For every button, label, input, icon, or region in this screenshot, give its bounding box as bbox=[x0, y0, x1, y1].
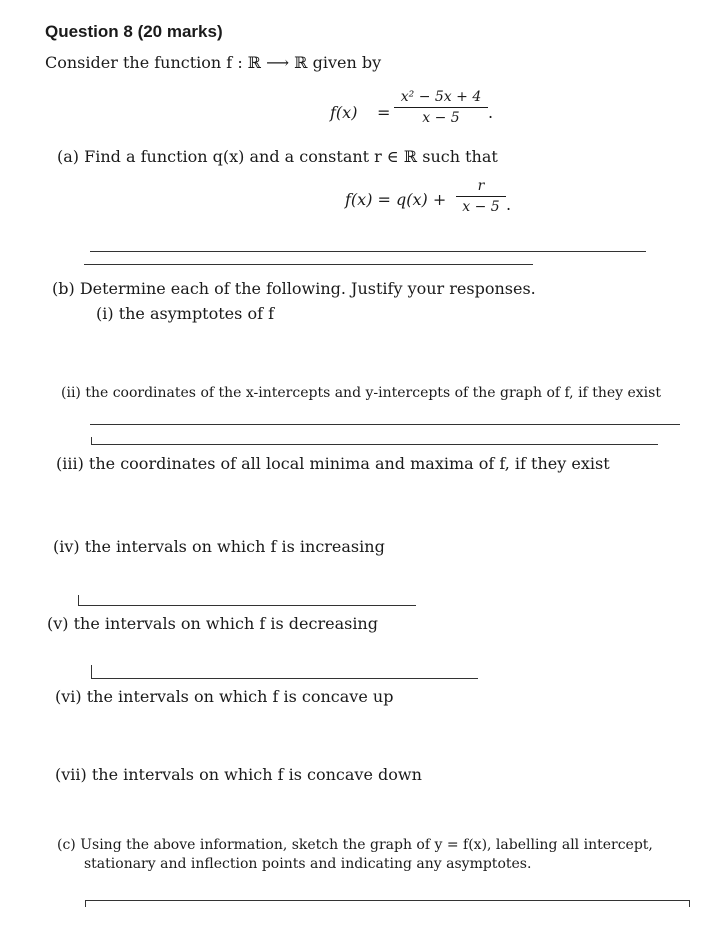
part-b-item-iv: (iv) the intervals on which f is increasing bbox=[53, 537, 385, 556]
answer-line bbox=[91, 444, 658, 445]
part-a-numerator: r bbox=[477, 178, 485, 194]
part-b-item-i: (i) the asymptotes of f bbox=[96, 304, 274, 323]
part-b-text: (b) Determine each of the following. Justify your responses. bbox=[52, 279, 536, 298]
answer-line-tick bbox=[78, 595, 79, 605]
part-a-denominator: x − 5 bbox=[462, 199, 500, 215]
answer-line bbox=[90, 251, 646, 252]
part-b-item-ii: (ii) the coordinates of the x-intercepts and y-intercepts of the graph of f, if they exist bbox=[61, 385, 661, 401]
answer-line bbox=[85, 900, 690, 901]
answer-line bbox=[90, 424, 680, 425]
part-b-item-v: (v) the intervals on which f is decreasing bbox=[47, 614, 378, 633]
part-c-line2: stationary and inflection points and indicating any asymptotes. bbox=[84, 856, 532, 872]
part-a-period: . bbox=[506, 195, 512, 214]
answer-line-tick bbox=[91, 437, 92, 444]
function-fraction bbox=[394, 89, 488, 126]
part-a-text: (a) Find a function q(x) and a constant r ∈ ℝ such that bbox=[57, 147, 498, 166]
part-a-fraction bbox=[456, 178, 506, 215]
function-equals: = bbox=[377, 103, 391, 122]
question-intro: Consider the function f : ℝ ⟶ ℝ given by bbox=[45, 53, 382, 72]
part-a-equation-lhs: f(x) = q(x) + bbox=[345, 190, 447, 209]
part-b-item-vii: (vii) the intervals on which f is concave down bbox=[55, 765, 422, 784]
answer-line-tick bbox=[91, 665, 92, 678]
answer-line-tick bbox=[85, 900, 86, 907]
part-b-item-vi: (vi) the intervals on which f is concave up bbox=[55, 687, 394, 706]
answer-line-tick bbox=[689, 900, 690, 907]
answer-line bbox=[91, 678, 478, 679]
answer-line bbox=[84, 264, 533, 265]
part-c-line1: (c) Using the above information, sketch the graph of y = f(x), labelling all intercept, bbox=[57, 837, 653, 853]
function-lhs: f(x) bbox=[330, 103, 358, 122]
function-numerator: x² − 5x + 4 bbox=[400, 89, 482, 105]
answer-line bbox=[78, 605, 416, 606]
part-b-item-iii: (iii) the coordinates of all local minima and maxima of f, if they exist bbox=[56, 454, 610, 473]
function-period: . bbox=[488, 103, 494, 122]
question-title: Question 8 (20 marks) bbox=[45, 22, 223, 41]
function-denominator: x − 5 bbox=[422, 110, 460, 126]
